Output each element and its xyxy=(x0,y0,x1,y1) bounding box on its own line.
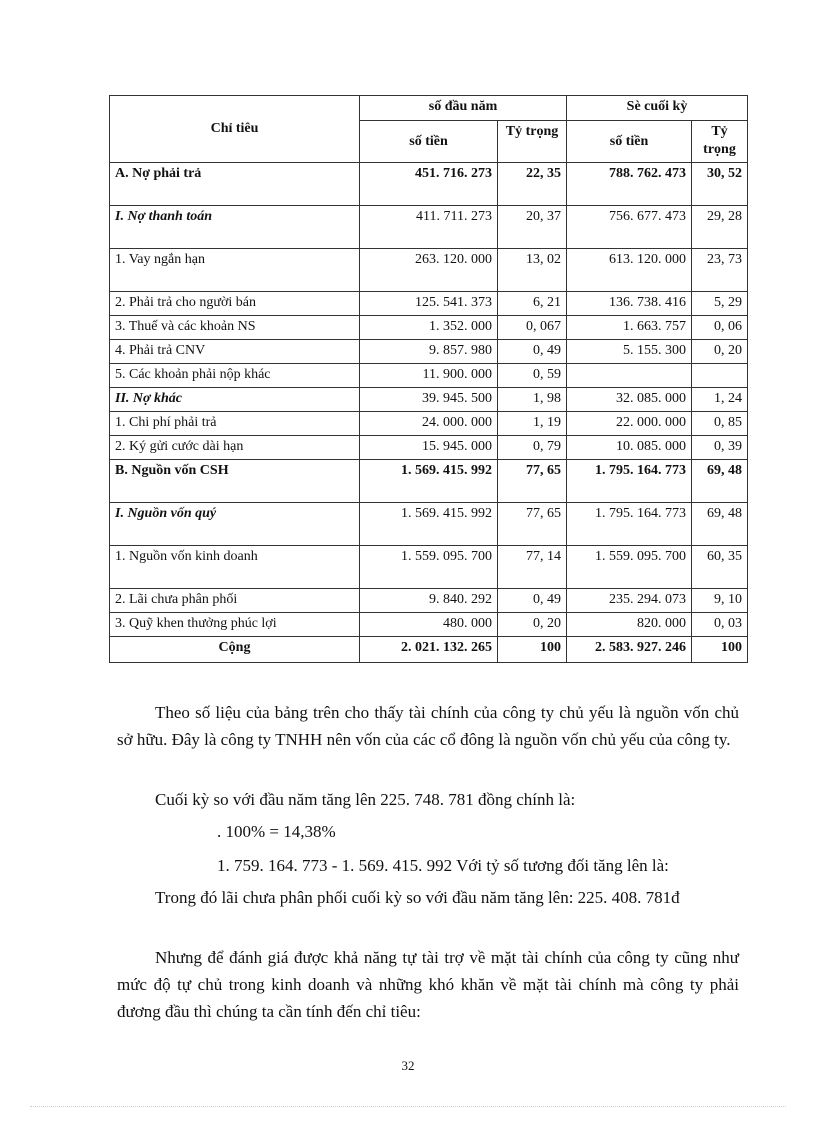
start-amount: 411. 711. 273 xyxy=(360,206,498,249)
start-amount: 1. 569. 415. 992 xyxy=(360,503,498,546)
end-ratio: 0, 06 xyxy=(692,316,748,340)
row-label: A. Nợ phải trả xyxy=(110,163,360,206)
row-label: 3. Thuế và các khoản NS xyxy=(110,316,360,340)
start-ratio: 1, 98 xyxy=(498,388,567,412)
end-ratio: 0, 39 xyxy=(692,436,748,460)
start-ratio: 77, 14 xyxy=(498,546,567,589)
start-amount: 1. 559. 095. 700 xyxy=(360,546,498,589)
table-row xyxy=(110,163,748,206)
start-ratio: 0, 79 xyxy=(498,436,567,460)
table-row xyxy=(110,249,748,292)
header-end-ratio: Tỷ trọng xyxy=(692,121,748,163)
row-label: I. Nguồn vốn quý xyxy=(110,503,360,546)
start-ratio: 0, 20 xyxy=(498,613,567,637)
table-row xyxy=(110,613,748,637)
end-amount: 1. 795. 164. 773 xyxy=(567,460,692,503)
header-start-of-year: số đầu năm xyxy=(360,96,567,121)
header-end-of-period: Sè cuối kỳ xyxy=(567,96,748,121)
start-amount: 1. 352. 000 xyxy=(360,316,498,340)
table-row xyxy=(110,460,748,503)
row-label: II. Nợ khác xyxy=(110,388,360,412)
end-ratio: 0, 03 xyxy=(692,613,748,637)
end-ratio: 9, 10 xyxy=(692,589,748,613)
table-row xyxy=(110,589,748,613)
end-ratio: 0, 85 xyxy=(692,412,748,436)
end-ratio: 29, 28 xyxy=(692,206,748,249)
start-ratio: 6, 21 xyxy=(498,292,567,316)
end-amount: 613. 120. 000 xyxy=(567,249,692,292)
capital-structure-table xyxy=(109,95,748,663)
start-amount: 1. 569. 415. 992 xyxy=(360,460,498,503)
end-ratio: 1, 24 xyxy=(692,388,748,412)
formula-ratio: . 100% = 14,38% xyxy=(217,822,336,841)
total-row xyxy=(110,637,748,663)
row-label: B. Nguồn vốn CSH xyxy=(110,460,360,503)
end-amount: 788. 762. 473 xyxy=(567,163,692,206)
start-ratio: 22, 35 xyxy=(498,163,567,206)
row-label: 1. Vay ngắn hạn xyxy=(110,249,360,292)
end-amount: 1. 663. 757 xyxy=(567,316,692,340)
start-amount: 263. 120. 000 xyxy=(360,249,498,292)
row-label: I. Nợ thanh toán xyxy=(110,206,360,249)
end-ratio: 30, 52 xyxy=(692,163,748,206)
page-bottom-divider xyxy=(30,1106,786,1107)
header-start-ratio: Tỷ trọng xyxy=(498,121,567,163)
end-amount: 756. 677. 473 xyxy=(567,206,692,249)
total-label: Cộng xyxy=(110,637,360,663)
header-start-amount: số tiền xyxy=(360,121,498,163)
start-amount: 24. 000. 000 xyxy=(360,412,498,436)
start-ratio: 77, 65 xyxy=(498,503,567,546)
start-amount: 15. 945. 000 xyxy=(360,436,498,460)
table-row xyxy=(110,412,748,436)
table-row xyxy=(110,388,748,412)
start-amount: 9. 857. 980 xyxy=(360,340,498,364)
row-label: 1. Chi phí phải trả xyxy=(110,412,360,436)
header-item: Chỉ tiêu xyxy=(110,96,360,163)
end-amount: 235. 294. 073 xyxy=(567,589,692,613)
end-ratio: 69, 48 xyxy=(692,503,748,546)
start-ratio: 20, 37 xyxy=(498,206,567,249)
start-amount: 39. 945. 500 xyxy=(360,388,498,412)
start-amount: 11. 900. 000 xyxy=(360,364,498,388)
table-row xyxy=(110,206,748,249)
end-ratio xyxy=(692,364,748,388)
end-amount: 820. 000 xyxy=(567,613,692,637)
start-amount: 9. 840. 292 xyxy=(360,589,498,613)
table-row xyxy=(110,364,748,388)
table-row xyxy=(110,316,748,340)
end-ratio: 69, 48 xyxy=(692,460,748,503)
end-amount: 136. 738. 416 xyxy=(567,292,692,316)
row-label: 5. Các khoản phải nộp khác xyxy=(110,364,360,388)
page-number: 32 xyxy=(401,1058,415,1073)
paragraph-increase: Cuối kỳ so với đầu năm tăng lên 225. 748. 781 đồng chính là: xyxy=(155,790,576,809)
row-label: 2. Lãi chưa phân phối xyxy=(110,589,360,613)
end-amount: 22. 000. 000 xyxy=(567,412,692,436)
end-ratio: 5, 29 xyxy=(692,292,748,316)
start-ratio: 0, 49 xyxy=(498,340,567,364)
start-amount: 451. 716. 273 xyxy=(360,163,498,206)
end-ratio: 0, 20 xyxy=(692,340,748,364)
row-label: 2. Phải trả cho người bán xyxy=(110,292,360,316)
end-ratio: 60, 35 xyxy=(692,546,748,589)
total-start-amount: 2. 021. 132. 265 xyxy=(360,637,498,663)
start-amount: 125. 541. 373 xyxy=(360,292,498,316)
end-amount: 5. 155. 300 xyxy=(567,340,692,364)
end-ratio: 23, 73 xyxy=(692,249,748,292)
start-ratio: 13, 02 xyxy=(498,249,567,292)
start-ratio: 0, 59 xyxy=(498,364,567,388)
row-label: 3. Quỹ khen thưởng phúc lợi xyxy=(110,613,360,637)
paragraph-summary: Theo số liệu của bảng trên cho thấy tài chính của công ty chủ yếu là nguồn vốn chủ sở hữu. Đây là công ty TNHH nên vốn của các cổ đông là nguồn vốn chủ yếu của công ty. xyxy=(117,703,739,749)
end-amount: 1. 559. 095. 700 xyxy=(567,546,692,589)
table-row xyxy=(110,503,748,546)
paragraph-undistributed-profit: Trong đó lãi chưa phân phối cuối kỳ so với đầu năm tăng lên: 225. 408. 781đ xyxy=(155,888,680,907)
table-row xyxy=(110,436,748,460)
end-amount: 1. 795. 164. 773 xyxy=(567,503,692,546)
total-end-ratio: 100 xyxy=(692,637,748,663)
header-end-amount: số tiền xyxy=(567,121,692,163)
start-amount: 480. 000 xyxy=(360,613,498,637)
row-label: 4. Phải trả CNV xyxy=(110,340,360,364)
table-row xyxy=(110,340,748,364)
start-ratio: 0, 49 xyxy=(498,589,567,613)
start-ratio: 77, 65 xyxy=(498,460,567,503)
table-row xyxy=(110,546,748,589)
row-label: 2. Ký gửi cước dài hạn xyxy=(110,436,360,460)
end-amount: 32. 085. 000 xyxy=(567,388,692,412)
formula-difference: 1. 759. 164. 773 - 1. 569. 415. 992 Với tỷ số tương đối tăng lên là: xyxy=(217,856,669,875)
paragraph-self-financing: Nhưng để đánh giá được khả năng tự tài trợ về mặt tài chính của công ty cũng như mức độ tự chủ trong kinh doanh và những khó khăn về mặt tài chính mà công ty phải đương đầu thì chúng ta cần tính đến chỉ tiêu: xyxy=(117,948,739,1021)
start-ratio: 0, 067 xyxy=(498,316,567,340)
table-row xyxy=(110,292,748,316)
total-end-amount: 2. 583. 927. 246 xyxy=(567,637,692,663)
end-amount xyxy=(567,364,692,388)
row-label: 1. Nguồn vốn kinh doanh xyxy=(110,546,360,589)
total-start-ratio: 100 xyxy=(498,637,567,663)
end-amount: 10. 085. 000 xyxy=(567,436,692,460)
start-ratio: 1, 19 xyxy=(498,412,567,436)
